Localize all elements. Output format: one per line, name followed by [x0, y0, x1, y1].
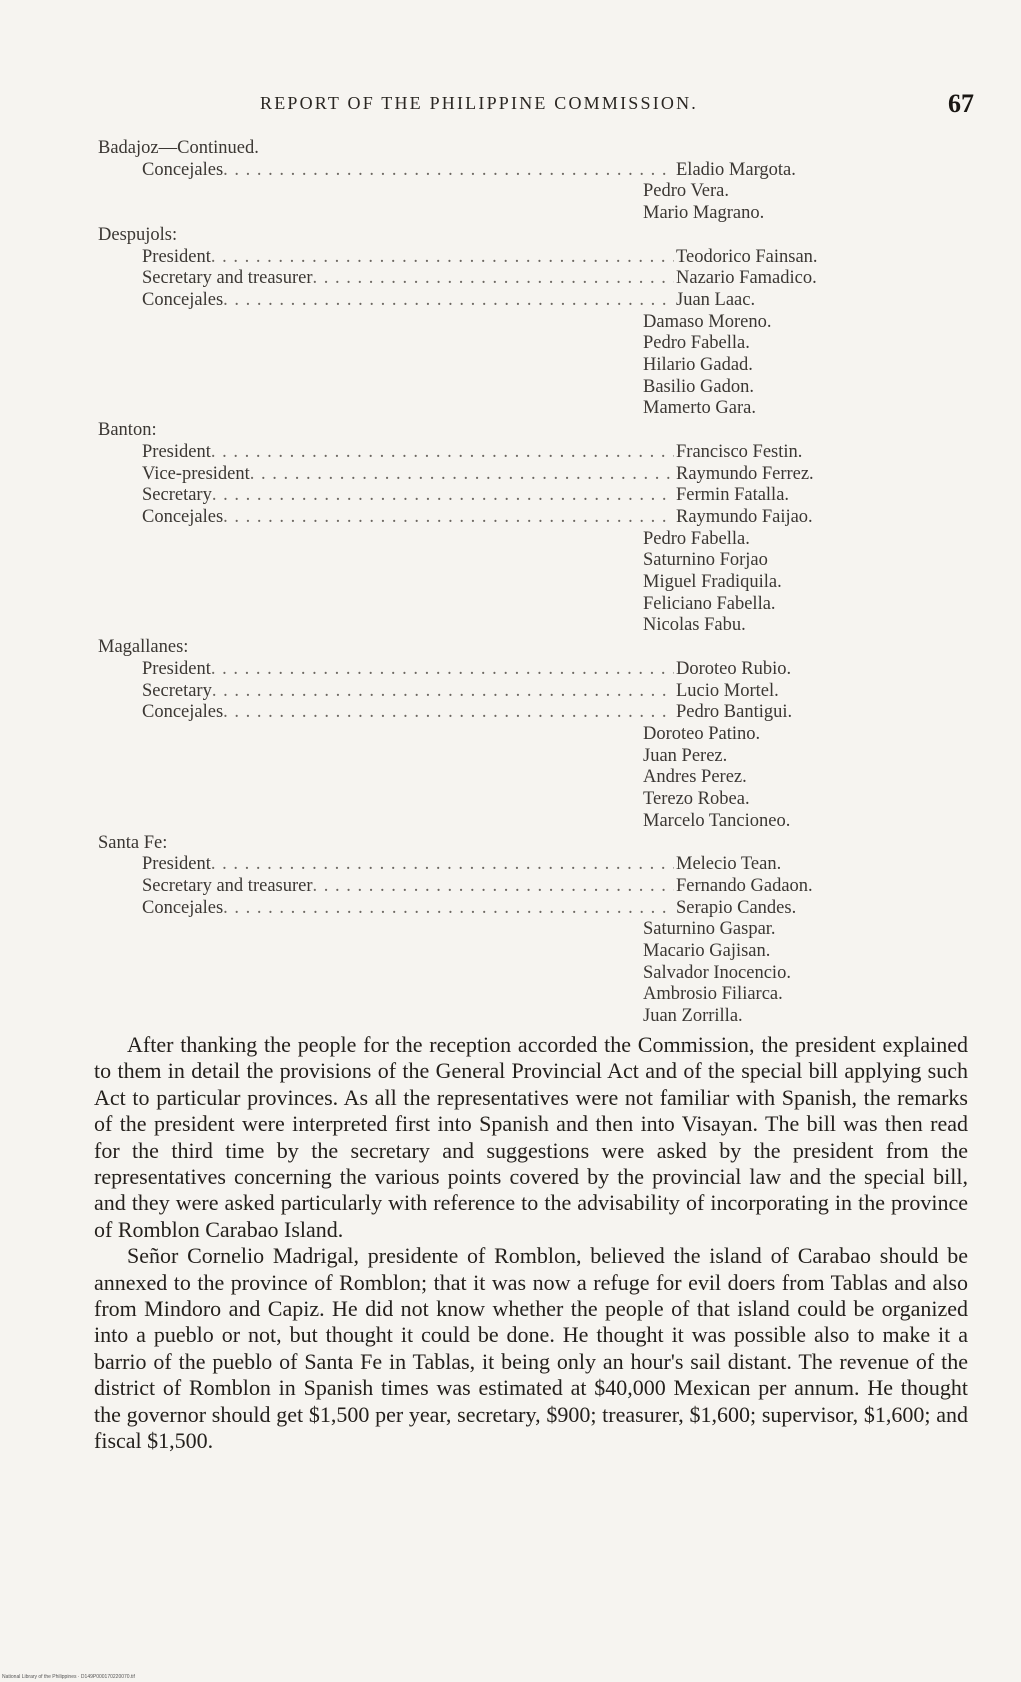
town-block	[98, 637, 878, 832]
role-label: President	[142, 854, 211, 875]
official-name: Lucio Mortel.	[676, 680, 779, 701]
official-name: Melecio Tean.	[676, 854, 782, 875]
role-line	[98, 485, 878, 507]
official-name: Terezo Robea.	[643, 789, 750, 810]
paragraph: After thanking the people for the reception accorded the Commission, the president explained to them in detail the provisions of the General Provincial Act and of the special bill applying such Act to particular provinces. As all the representatives were not familiar with Spanish, the remarks of the president were interpreted first into Spanish and then into Visayan. The bill was then read for the third time by the secretary and suggestions were asked by the president from the representatives concerning the various points covered by the provincial law and the special bill, and they were asked particularly with reference to the advisability of incorporating in the province of Romblon Carabao Island.	[94, 1032, 968, 1242]
officials-roster	[98, 138, 878, 1028]
body-text	[94, 1032, 968, 1455]
role-line	[98, 160, 878, 182]
town-block	[98, 138, 878, 225]
official-name: Doroteo Patino.	[643, 723, 761, 744]
town-name: Santa Fe:	[98, 832, 168, 853]
role-line	[98, 659, 878, 681]
role-label: Concejales	[142, 897, 224, 918]
leader-dots	[211, 247, 674, 269]
official-name: Juan Perez.	[643, 745, 728, 766]
role-line	[98, 876, 878, 898]
official-name: Nazario Famadico.	[676, 268, 817, 289]
page-number: 67	[948, 89, 974, 118]
official-name: Mamerto Gara.	[643, 398, 757, 419]
role-label: Concejales	[142, 702, 224, 723]
official-name: Serapio Candes.	[676, 897, 797, 918]
official-name: Fermin Fatalla.	[676, 485, 790, 506]
official-name: Pedro Bantigui.	[676, 702, 793, 723]
leader-dots	[223, 290, 674, 312]
official-name: Miguel Fradiquila.	[643, 572, 782, 593]
role-line	[98, 898, 878, 920]
role-label: Concejales	[142, 506, 224, 527]
running-title: REPORT OF THE PHILIPPINE COMMISSION.	[260, 93, 699, 113]
official-name: Saturnino Forjao	[643, 550, 768, 571]
role-label: Vice-president	[142, 463, 250, 484]
role-line	[98, 702, 878, 724]
official-name: Fernando Gadaon.	[676, 875, 813, 896]
role-line	[98, 290, 878, 312]
official-name: Pedro Fabella.	[643, 333, 750, 354]
role-label: President	[142, 658, 211, 679]
official-name: Raymundo Ferrez.	[676, 463, 814, 484]
town-name: Despujols:	[98, 224, 178, 245]
role-line	[98, 464, 878, 486]
official-name: Eladio Margota.	[676, 159, 796, 180]
role-label: Secretary and treasurer	[142, 268, 313, 289]
official-name: Juan Laac.	[676, 289, 756, 310]
role-label: President	[142, 441, 211, 462]
official-name: Andres Perez.	[643, 767, 747, 788]
official-name: Juan Zorrilla.	[643, 1006, 743, 1027]
leader-dots	[223, 160, 674, 182]
town-name: Badajoz—Continued.	[98, 138, 259, 158]
official-name: Marcelo Tancioneo.	[643, 810, 791, 831]
page-header	[98, 89, 974, 123]
role-label: Secretary	[142, 680, 212, 701]
town-block	[98, 420, 878, 637]
official-name: Francisco Festin.	[676, 441, 803, 462]
leader-dots	[313, 268, 674, 290]
role-label: Secretary and treasurer	[142, 875, 313, 896]
leader-dots	[211, 659, 674, 681]
official-name: Teodorico Fainsan.	[676, 246, 818, 267]
official-name: Doroteo Rubio.	[676, 658, 792, 679]
official-name: Hilario Gadad.	[643, 355, 753, 376]
role-line	[98, 268, 878, 290]
leader-dots	[223, 507, 674, 529]
leader-dots	[223, 898, 674, 920]
leader-dots	[223, 702, 674, 724]
leader-dots	[250, 464, 674, 486]
official-name: Pedro Vera.	[643, 181, 729, 202]
role-line	[98, 507, 878, 529]
town-block	[98, 225, 878, 420]
town-block	[98, 833, 878, 1028]
leader-dots	[211, 442, 674, 464]
official-name: Salvador Inocencio.	[643, 962, 791, 983]
town-name: Banton:	[98, 420, 157, 441]
role-line	[98, 681, 878, 703]
leader-dots	[212, 485, 674, 507]
role-label: President	[142, 246, 211, 267]
official-name: Feliciano Fabella.	[643, 593, 776, 614]
official-name: Saturnino Gaspar.	[643, 919, 776, 940]
official-name: Nicolas Fabu.	[643, 615, 746, 636]
role-label: Secretary	[142, 485, 212, 506]
role-label: Concejales	[142, 159, 224, 180]
leader-dots	[313, 876, 674, 898]
paragraph: Señor Cornelio Madrigal, presidente of Romblon, believed the island of Carabao should be annexed to the province of Romblon; that it was now a refuge for evil doers from Tablas and also from Mindoro and Capiz. He did not know whether the people of that island could be organized into a pueblo or not, but thought it could be done. He thought it was possible also to make it a barrio of the pueblo of Santa Fe in Tablas, it being only an hour's sail distant. The revenue of the district of Romblon in Spanish times was estimated at $40,000 Mexican per annum. He thought the governor should get $1,500 per year, secretary, $900; treasurer, $1,600; supervisor, $1,600; and fiscal $1,500.	[94, 1243, 968, 1454]
role-line	[98, 247, 878, 269]
official-name: Basilio Gadon.	[643, 376, 754, 397]
official-name: Macario Gajisan.	[643, 941, 771, 962]
official-name: Mario Magrano.	[643, 203, 765, 224]
role-label: Concejales	[142, 289, 224, 310]
official-name: Ambrosio Filiarca.	[643, 984, 783, 1005]
official-name: Damaso Moreno.	[643, 311, 772, 332]
role-line	[98, 854, 878, 876]
official-name: Raymundo Faijao.	[676, 506, 813, 527]
scan-footer: National Library of the Philippines · D149P000170220070.tif	[2, 1674, 135, 1680]
leader-dots	[211, 854, 674, 876]
role-line	[98, 442, 878, 464]
town-name: Magallanes:	[98, 637, 189, 658]
official-name: Pedro Fabella.	[643, 528, 750, 549]
leader-dots	[212, 681, 674, 703]
